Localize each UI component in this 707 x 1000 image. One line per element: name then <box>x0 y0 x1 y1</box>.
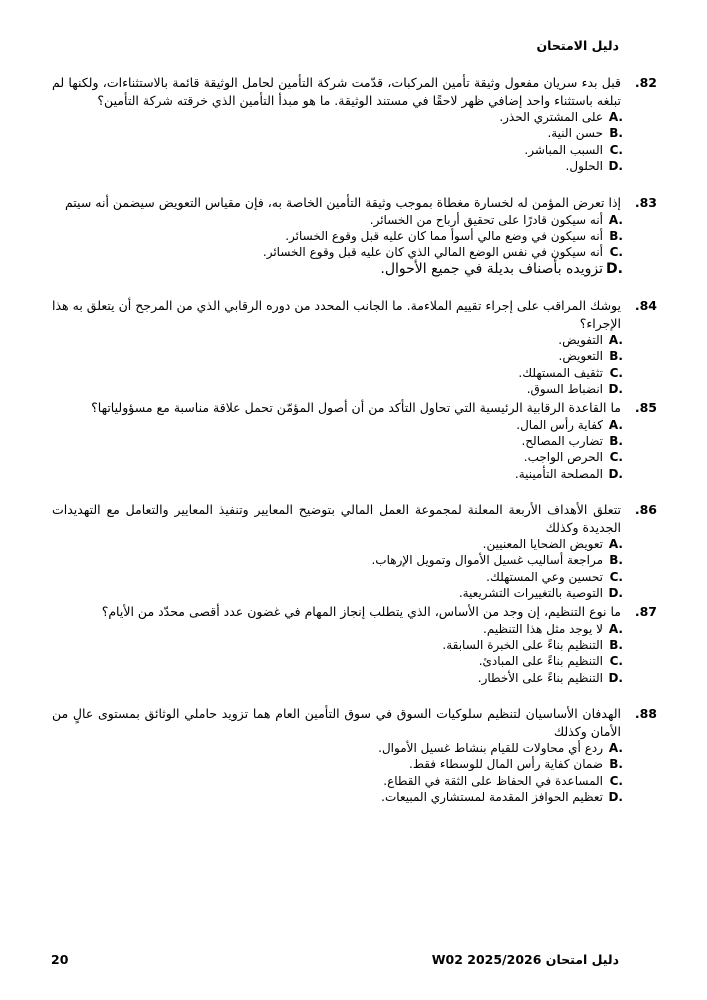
option-letter: D. <box>608 670 623 685</box>
option-a <box>52 332 623 348</box>
option-text: التعويض. <box>558 349 603 364</box>
option-text: التنظيم بناءً على الخبرة السابقة. <box>442 637 603 652</box>
option-list <box>52 740 623 806</box>
question-text: يوشك المراقب على إجراء تقييم الملاءمة. ما الجانب المحدد من دوره الرقابي الذي من المرجح أن يتعلق به هذا الإجراء؟ <box>52 298 621 331</box>
option-c <box>52 449 623 465</box>
option-text: تحسين وعي المستهلك. <box>486 569 603 584</box>
option-c <box>52 142 623 158</box>
option-b <box>52 125 623 141</box>
option-text: ردع أي محاولات للقيام بنشاط غسيل الأموال. <box>378 741 603 755</box>
option-c <box>52 569 623 585</box>
option-letter: A. <box>608 741 623 755</box>
option-letter: B. <box>609 126 623 141</box>
question-number: .87 <box>634 604 657 619</box>
option-letter: A. <box>608 417 623 432</box>
option-list <box>52 212 623 278</box>
option-letter: D. <box>606 260 623 277</box>
question-85 <box>52 399 657 482</box>
option-list <box>52 109 623 175</box>
option-list <box>52 621 623 687</box>
question-stem <box>52 297 657 332</box>
option-list <box>52 536 623 602</box>
option-letter: C. <box>609 450 623 465</box>
option-c <box>52 773 623 789</box>
page-header-title: دليل الامتحان <box>536 38 619 53</box>
question-text: إذا تعرض المؤمن له لخسارة مغطاة بموجب وثيقة التأمين الخاصة به، فإن مقياس التعويض سيضمن أنه سيتم <box>64 195 621 210</box>
option-a <box>52 417 623 433</box>
question-number: .86 <box>634 502 657 517</box>
footer-guide-label: دليل امتحان W02 2025/2026 <box>431 952 619 967</box>
option-text: انضباط السوق. <box>526 382 603 397</box>
option-letter: D. <box>608 790 623 805</box>
option-d <box>52 466 623 482</box>
option-letter: A. <box>608 537 623 551</box>
question-82 <box>52 74 657 175</box>
option-b <box>52 228 623 244</box>
question-stem <box>52 74 657 109</box>
question-stem <box>52 705 657 740</box>
option-d <box>52 789 623 805</box>
question-stem <box>52 603 657 621</box>
option-text: كفاية رأس المال. <box>516 417 603 432</box>
option-letter: C. <box>609 569 623 584</box>
question-text: ما القاعدة الرقابية الرئيسية التي تحاول التأكد من أن أصول المؤمّن تحمل علاقة مناسبة مع مسؤولياتها؟ <box>91 400 621 415</box>
question-stem <box>52 194 657 212</box>
option-b <box>52 552 623 568</box>
option-d <box>52 381 623 397</box>
option-text: أنه سيكون قادرًا على تحقيق أرباح من الخسائر. <box>369 212 603 227</box>
option-text: لا يوجد مثل هذا التنظيم. <box>483 621 603 636</box>
question-stem <box>52 501 657 536</box>
option-letter: A. <box>608 333 623 347</box>
question-text: تتعلق الأهداف الأربعة المعلنة لمجموعة العمل المالي بتوضيح المعايير وتنفيذ المعايير والتعامل مع التهديدات الجديدة وكذلك <box>52 502 621 535</box>
option-text: تعظيم الحوافز المقدمة لمستشاري المبيعات. <box>381 790 603 805</box>
option-text: المصلحة التأمينية. <box>514 466 603 481</box>
option-text: السبب المباشر. <box>524 142 603 157</box>
option-letter: D. <box>608 466 623 481</box>
option-d <box>52 158 623 174</box>
option-text: الحرص الواجب. <box>523 450 603 465</box>
option-a <box>52 740 623 756</box>
question-text: ما نوع التنظيم، إن وجد من الأساس، الذي يتطلب إنجاز المهام في غضون عدد أقصى محدّد من الأيام؟ <box>101 604 621 619</box>
question-number: .84 <box>634 298 657 313</box>
question-number: .83 <box>634 195 657 210</box>
question-stem <box>52 399 657 417</box>
option-text: التنظيم بناءً على الأخطار. <box>477 670 603 685</box>
question-87 <box>52 603 657 686</box>
option-a <box>52 536 623 552</box>
option-letter: B. <box>609 637 623 652</box>
option-a <box>52 621 623 637</box>
question-88 <box>52 705 657 806</box>
option-text: حسن النية. <box>547 126 603 141</box>
option-d <box>52 261 623 277</box>
option-a <box>52 212 623 228</box>
option-letter: B. <box>609 433 623 448</box>
option-b <box>52 348 623 364</box>
option-a <box>52 109 623 125</box>
option-letter: D. <box>608 382 623 397</box>
option-b <box>52 756 623 772</box>
option-b <box>52 637 623 653</box>
page-number: 20 <box>51 952 69 967</box>
question-number: .88 <box>634 706 657 721</box>
option-text: أنه سيكون في نفس الوضع المالي الذي كان عليه قبل وقوع الخسائر. <box>262 245 603 260</box>
option-text: تعويض الضحايا المعنيين. <box>482 537 603 551</box>
question-83 <box>52 194 657 277</box>
option-text: التفويض. <box>558 333 603 347</box>
question-number: .85 <box>634 400 657 415</box>
option-letter: C. <box>609 245 623 260</box>
option-letter: C. <box>609 654 623 669</box>
option-letter: D. <box>608 586 623 601</box>
option-c <box>52 653 623 669</box>
option-text: مراجعة أساليب غسيل الأموال وتمويل الإرهاب. <box>371 553 603 568</box>
option-letter: C. <box>609 365 623 380</box>
option-letter: A. <box>608 212 623 227</box>
option-text: الحلول. <box>565 159 603 174</box>
option-d <box>52 670 623 686</box>
question-text: قبل بدء سريان مفعول وثيقة تأمين المركبات، قدّمت شركة التأمين لحامل الوثيقة قائمة بالاستثناءات، ولكنها لم تبلغه باستثناء واحد إضافي ظهر لاحقًا في مستند الوثيقة. ما هو مبدأ التأمين الذي خرقته شركة التأمين؟ <box>52 75 621 108</box>
option-text: التنظيم بناءً على المبادئ. <box>478 654 603 669</box>
question-86 <box>52 501 657 602</box>
question-84 <box>52 297 657 398</box>
option-letter: D. <box>608 159 623 174</box>
option-text: المساعدة في الحفاظ على الثقة في القطاع. <box>383 773 603 788</box>
option-text: أنه سيكون في وضع مالي أسوأ مما كان عليه قبل وقوع الخسائر. <box>285 228 603 243</box>
option-text: على المشتري الحذر. <box>499 110 603 124</box>
option-letter: B. <box>609 757 623 772</box>
option-letter: C. <box>609 773 623 788</box>
question-text: الهدفان الأساسيان لتنظيم سلوكيات السوق في سوق التأمين العام هما تزويد حاملي الوثائق بمستوى عالٍ من الأمان وكذلك <box>52 706 621 739</box>
option-letter: B. <box>609 553 623 568</box>
option-text: ضمان كفاية رأس المال للوسطاء فقط. <box>409 757 603 772</box>
option-letter: A. <box>608 621 623 636</box>
option-letter: B. <box>609 349 623 364</box>
question-number: .82 <box>634 75 657 90</box>
option-d <box>52 585 623 601</box>
option-c <box>52 365 623 381</box>
option-list <box>52 332 623 398</box>
option-list <box>52 417 623 483</box>
option-text: التوصية بالتغييرات التشريعية. <box>458 586 603 601</box>
option-text: تزويده بأصناف بديلة في جميع الأحوال. <box>380 260 603 277</box>
option-text: تثقيف المستهلك. <box>518 365 603 380</box>
option-letter: A. <box>608 110 623 124</box>
option-letter: B. <box>609 228 623 243</box>
option-c <box>52 244 623 260</box>
option-b <box>52 433 623 449</box>
option-letter: C. <box>609 142 623 157</box>
option-text: تضارب المصالح. <box>521 433 603 448</box>
